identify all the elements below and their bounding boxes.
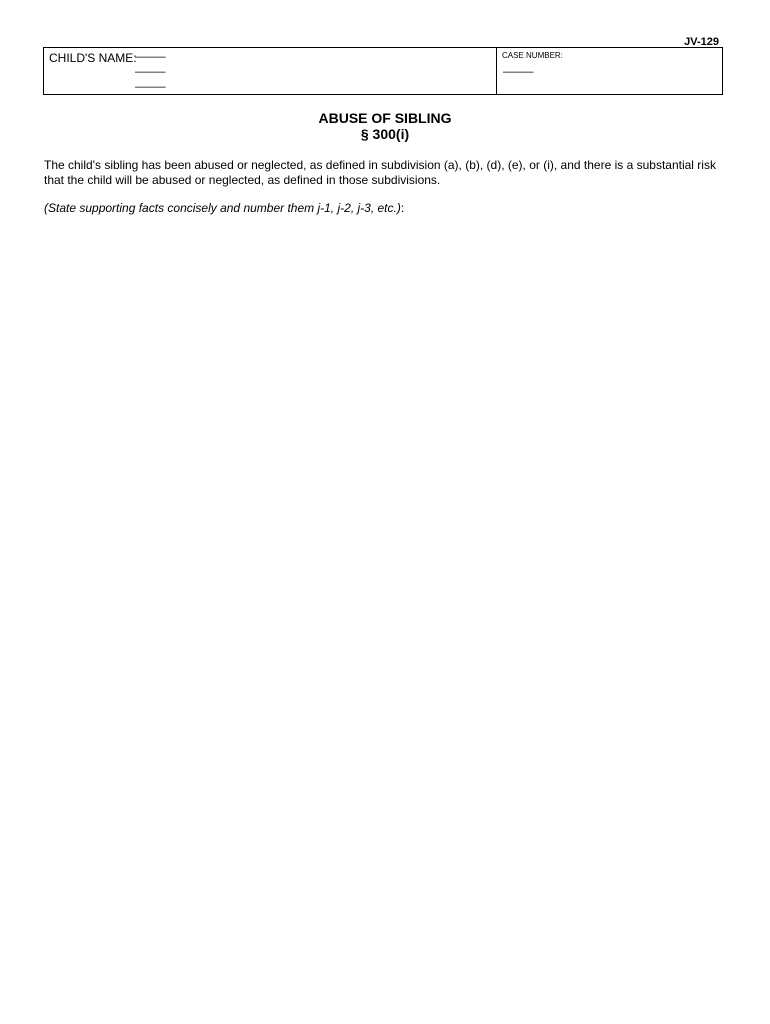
- instruction-italic: (State supporting facts concisely and number them j-1, j-2, j-3, etc.): [44, 201, 401, 215]
- title-line-1: ABUSE OF SIBLING: [318, 110, 452, 126]
- form-number: JV-129: [684, 36, 719, 48]
- allegation-paragraph: The child's sibling has been abused or neglected, as defined in subdivision (a), (b), (d), (e), or (i), and there is a substantial risk that the child will be abused or neglected, as defined in those subdivisions.: [44, 158, 716, 187]
- case-number-cell: [497, 48, 722, 94]
- case-number-label: CASE NUMBER:: [502, 51, 563, 60]
- page-title: [0, 110, 770, 142]
- instruction-colon: :: [400, 201, 405, 215]
- childs-name-label: CHILD'S NAME:: [49, 51, 137, 65]
- instruction-text: [44, 201, 404, 215]
- title-line-2: § 300(i): [360, 126, 410, 142]
- childs-name-line-1[interactable]: –––––: [135, 51, 166, 63]
- childs-name-line-2[interactable]: –––––: [135, 66, 166, 78]
- caption-box: [43, 47, 723, 95]
- case-number-field[interactable]: –––––: [503, 66, 534, 78]
- childs-name-line-3[interactable]: –––––: [135, 81, 166, 93]
- childs-name-cell: [44, 48, 497, 94]
